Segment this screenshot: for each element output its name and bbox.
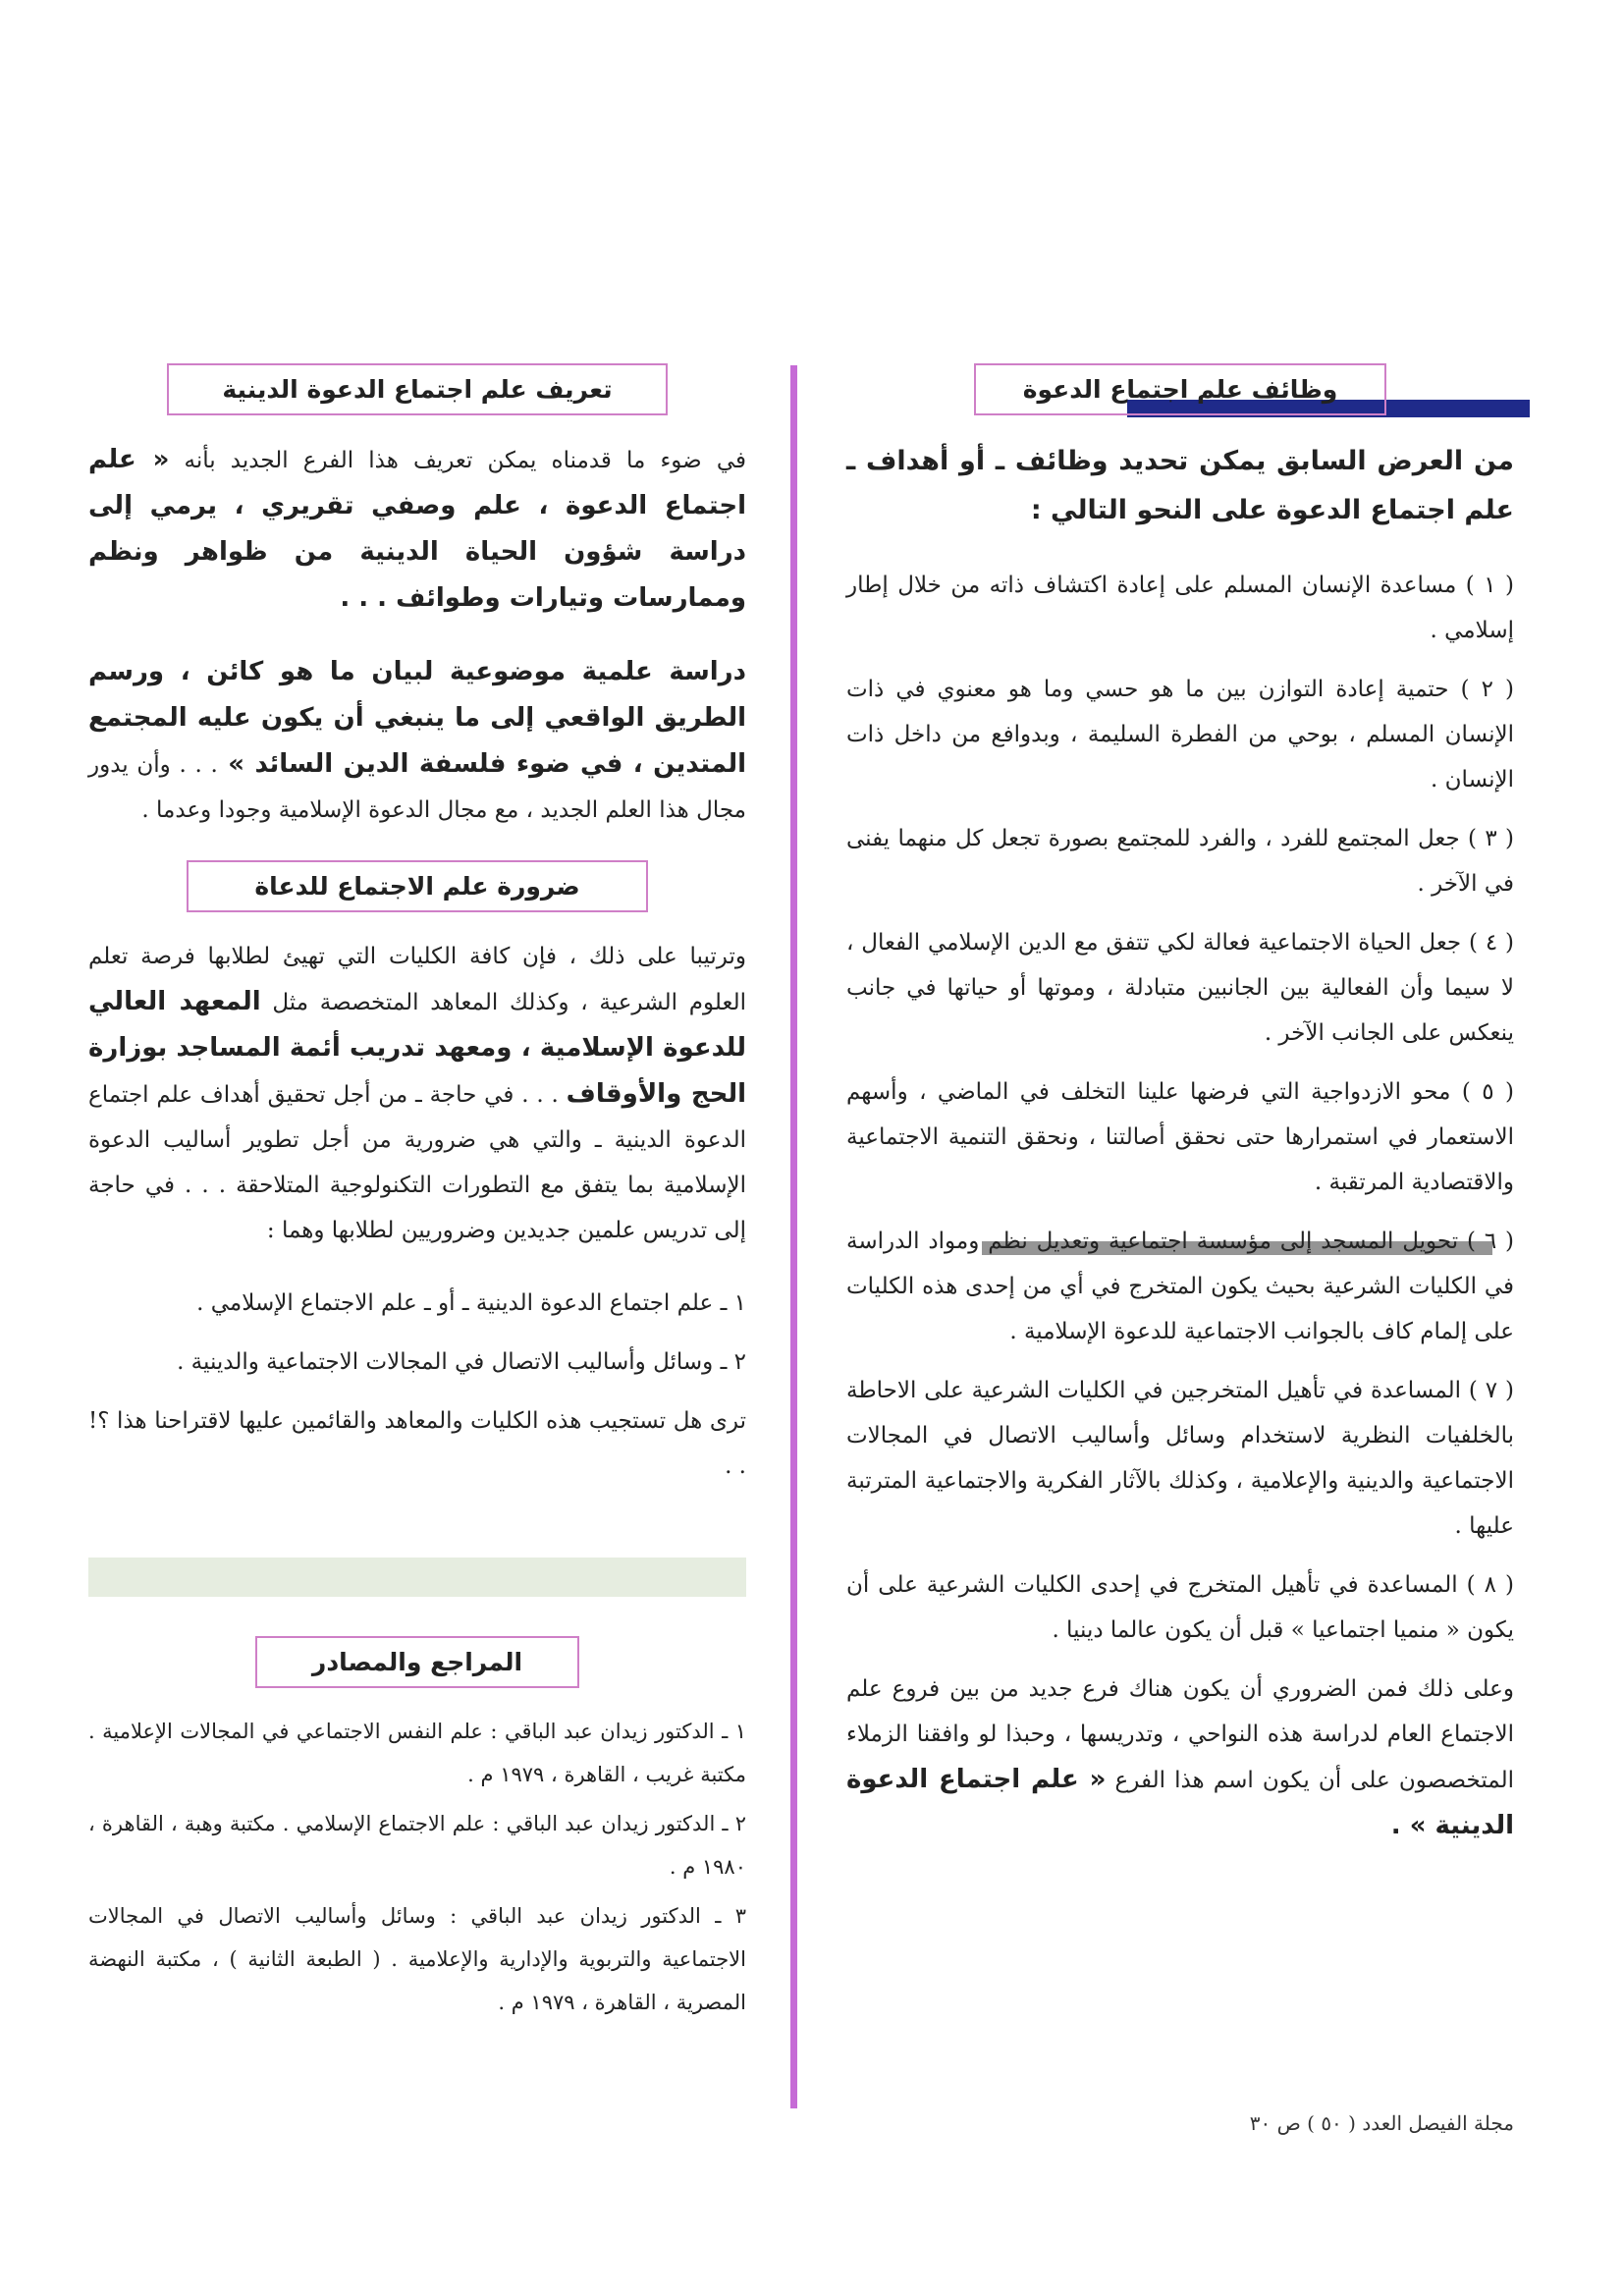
page-footer: مجلة الفيصل العدد ( ٥٠ ) ص ٣٠ [1249,2111,1514,2135]
section-heading: ضرورة علم الاجتماع للدعاة [187,860,648,912]
references-list [88,1710,746,2024]
list-item: ١ ـ علم اجتماع الدعوة الدينية ـ أو ـ علم الاجتماع الإسلامي . [196,1290,746,1316]
definition-paragraph [88,649,746,833]
reference-item: ٢ ـ الدكتور زيدان عبد الباقي : علم الاجتماع الإسلامي . مكتبة وهبة ، القاهرة ، ١٩٨٠ م . [88,1812,746,1879]
list-item: ( ٤ ) جعل الحياة الاجتماعية فعالة لكي تتفق مع الدين الإسلامي الفعال ، لا سيما وأن الفعالية بين الجانبين متبادلة ، وموتها أو حياتها في جانب ينعكس على الجانب الآخر . [846,930,1514,1046]
question-paragraph: ترى هل تستجيب هذه الكليات والمعاهد والقائمين عليها لاقتراحنا هذا ؟! . . [88,1408,746,1479]
section-heading: المراجع والمصادر [255,1636,579,1688]
list-item: ( ١ ) مساعدة الإنسان المسلم على إعادة اكتشاف ذاته من خلال إطار إسلامي . [846,573,1514,643]
column-divider [790,365,797,2108]
intro-paragraph: من العرض السابق يمكن تحديد وظائف ـ أو أهداف ـ علم اجتماع الدعوة على النحو التالي : [846,446,1514,525]
list-item: ( ٢ ) حتمية إعادة التوازن بين ما هو حسي وما هو معنوي في ذات الإنسان المسلم ، بوحي من الفطرة السليمة ، وبدوافع من داخل ذات الإنسان . [846,677,1514,793]
definition-emphasis: دراسة علمية موضوعية لبيان ما هو كائن ، ورسم الطريق الواقعي إلى ما ينبغي أن يكون عليه المجتمع المتدين ، في ضوء فلسفة الدين السائد » [88,657,746,779]
list-item: ٢ ـ وسائل وأساليب الاتصال في المجالات الاجتماعية والدينية . [177,1349,746,1375]
definition-text: في ضوء ما قدمناه يمكن تعريف هذا الفرع الجديد بأنه [169,448,746,473]
decorative-band [88,1558,746,1597]
reference-item: ٣ ـ الدكتور زيدان عبد الباقي : وسائل وأساليب الاتصال في المجالات الاجتماعية والتربوية والإدارية والإعلامية . ( الطبعة الثانية ) ، مكتبة النهضة المصرية ، القاهرة ، ١٩٧٩ م . [88,1904,746,2014]
closing-paragraph [846,1667,1514,1849]
body-emphasis: المعهد العالي للدعوة الإسلامية ، ومعهد تدريب أئمة المساجد بوزارة الحج والأوقاف [88,987,746,1109]
closing-text: وعلى ذلك فمن الضروري أن يكون هناك فرع جديد من بين فروع علم الاجتماع العام لدراسة هذه النواحي ، وتدريسها ، وحبذا لو وافقنا الزملاء المتخصصون على أن يكون اسم هذا الفرع [846,1676,1514,1793]
list-item: ( ٥ ) محو الازدواجية التي فرضها علينا التخلف في الماضي ، وأسهم الاستعمار في استمرارها حتى نحقق أصالتنا ، ونحقق التنمية الاجتماعية والاقتصادية المرتقبة . [846,1079,1514,1195]
definition-paragraph [88,437,746,622]
definition-emphasis: « علم اجتماع الدعوة ، علم وصفي تقريري ، يرمي إلى دراسة شؤون الحياة الدينية من ظواهر ونظم وممارسات وتيارات وطوائف . . . [88,445,746,613]
list-item: ( ٣ ) جعل المجتمع للفرد ، والفرد للمجتمع بصورة تجعل كل منهما يفنى في الآخر . [846,826,1514,897]
body-paragraph [88,934,746,1253]
functions-list [846,563,1514,1653]
list-item: ( ٧ ) المساعدة في تأهيل المتخرجين في الكليات الشرعية على الاحاطة بالخلفيات النظرية لاستخدام وسائل وأساليب الاتصال في المجالات الاجتماعية والدينية والإعلامية ، وكذلك بالآثار الفكرية والاجتماعية المترتبة عليها . [846,1378,1514,1539]
section-heading: تعريف علم اجتماع الدعوة الدينية [167,363,668,415]
reference-item: ١ ـ الدكتور زيدان عبد الباقي : علم النفس الاجتماعي في المجالات الإعلامية . مكتبة غريب ، القاهرة ، ١٩٧٩ م . [88,1720,746,1786]
body-text: . . . في حاجة ـ من أجل تحقيق أهداف علم اجتماع الدعوة الدينية ـ والتي هي ضرورية من أجل تطوير أساليب الدعوة الإسلامية بما يتفق مع التطورات التكنولوجية المتلاحقة . . . في حاجة إلى تدريس علمين جديدين وضروريين لطلابها وهما : [88,1082,746,1243]
section-heading: وظائف علم اجتماع الدعوة [974,363,1386,415]
subjects-list [88,1281,746,1385]
definition-text: . . . وأن يدور مجال هذا العلم الجديد ، مع مجال الدعوة الإسلامية وجودا وعدما . [88,752,746,823]
list-item: ( ٨ ) المساعدة في تأهيل المتخرج في إحدى الكليات الشرعية على أن يكون « منميا اجتماعيا » قبل أن يكون عالما دينيا . [846,1572,1514,1643]
body-text: وترتيبا على ذلك ، فإن كافة الكليات التي تهيئ لطلابها فرصة تعلم العلوم الشرعية ، وكذلك المعاهد المتخصصة مثل [88,944,746,1015]
left-column [88,363,746,2030]
closing-emphasis: « علم اجتماع الدعوة الدينية » . [846,1765,1514,1840]
right-column [846,363,1514,1877]
list-item: ( ٦ ) تحويل المسجد إلى مؤسسة اجتماعية وتعديل نظم ومواد الدراسة في الكليات الشرعية بحيث يكون المتخرج في أي من إحدى هذه الكليات على إلمام كاف بالجوانب الاجتماعية للدعوة الإسلامية . [846,1229,1514,1344]
